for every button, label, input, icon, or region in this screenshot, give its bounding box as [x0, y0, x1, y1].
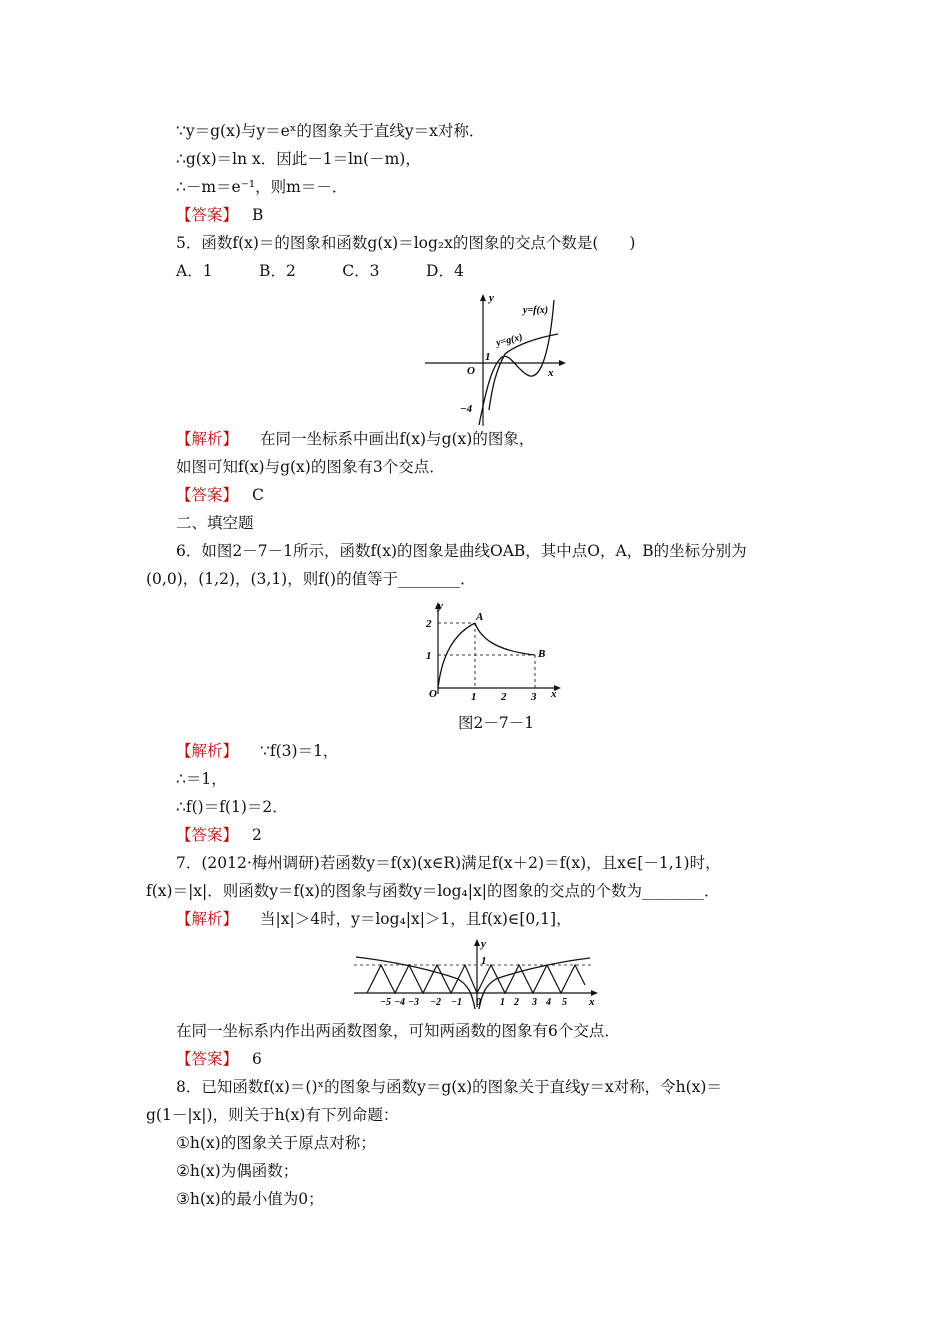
question-7: 7．(2012·梅州调研)若函数y＝f(x)(x∈R)满足f(x＋2)＝f(x)，且x∈[－1,1)时， [176, 854, 721, 872]
tick-label: 1 [426, 650, 432, 662]
analysis-tag: 【解析】 [176, 430, 239, 448]
tick-label: −1 [451, 997, 463, 1008]
proposition-3: ③h(x)的最小值为0； [176, 1190, 324, 1208]
origin-label: O [467, 365, 475, 377]
tick-label: −3 [408, 997, 420, 1008]
text-line: ∵y＝g(x)与y＝eˣ的图象关于直线y＝x对称． [176, 122, 485, 140]
question-5: 5．函数f(x)＝的图象和函数g(x)＝log₂x的图象的交点个数是( ) [176, 234, 636, 252]
answer-value: B [252, 206, 264, 224]
answer-tag: 【答案】 [176, 206, 239, 224]
tick-label: −5 [380, 997, 392, 1008]
answer-row [176, 1049, 262, 1069]
tick-label: −2 [430, 997, 442, 1008]
section-heading: 二、填空题 [176, 514, 254, 532]
tick-label: 1 [485, 351, 491, 363]
proposition-1: ①h(x)的图象关于原点对称； [176, 1134, 376, 1152]
text-line: ∴g(x)＝ln x．因此－1＝ln(－m)， [176, 150, 421, 168]
axis-label-x: x [548, 367, 554, 379]
tick-label: 1 [500, 997, 505, 1008]
tick-label: 2 [514, 997, 519, 1008]
analysis-tag: 【解析】 [176, 910, 239, 928]
point-label-b: B [538, 648, 546, 660]
question-5-options: A．1 B．2 C．3 D．4 [176, 262, 464, 280]
analysis-text: ∵f(3)＝1， [260, 742, 339, 760]
figure-caption: 图2－7－1 [458, 714, 535, 732]
answer-tag: 【答案】 [176, 1050, 239, 1068]
analysis-row [176, 429, 534, 449]
question-7-cont: f(x)＝|x|．则函数y＝f(x)的图象与函数y＝log₄|x|的图象的交点的个数为________． [146, 882, 720, 900]
analysis-text: 在同一坐标系中画出f(x)与g(x)的图象， [260, 430, 535, 448]
axis-label-y: y [489, 292, 494, 304]
answer-value: 6 [252, 1050, 262, 1068]
text-line: 在同一坐标系内作出两函数图象，可知两函数的图象有6个交点． [176, 1022, 620, 1040]
tick-label: 2 [501, 691, 507, 703]
figure-q5 [420, 290, 570, 430]
tick-label: 1 [471, 691, 477, 703]
answer-value: 2 [252, 826, 262, 844]
curve-label-g: y=g(x) [495, 331, 524, 349]
tick-label: 5 [562, 997, 567, 1008]
tick-label: 2 [426, 618, 432, 630]
question-6: 6．如图2－7－1所示，函数f(x)的图象是曲线OAB，其中点O，A，B的坐标分别为 [176, 542, 747, 560]
proposition-2: ②h(x)为偶函数； [176, 1162, 299, 1180]
question-6-cont: (0,0)，(1,2)，(3,1)，则f()的值等于________． [146, 570, 476, 588]
answer-row [176, 825, 262, 845]
axis-label-y: y [481, 938, 486, 950]
axis-label-x: x [589, 996, 595, 1008]
tick-label: 4 [546, 997, 551, 1008]
curve-label-f: y=f(x) [523, 305, 549, 316]
tick-label: −4 [460, 403, 473, 415]
analysis-text: 当|x|＞4时，y＝log₄|x|＞1，且f(x)∈[0,1]， [260, 910, 572, 928]
answer-tag: 【答案】 [176, 826, 239, 844]
tick-label: 0 [476, 997, 481, 1008]
figure-q7 [350, 935, 600, 1015]
tick-label: 1 [481, 955, 487, 967]
tick-label: 3 [531, 691, 537, 703]
text-line: ∴－m＝e⁻¹，则m＝－． [176, 178, 348, 196]
text-line: ∴＝1， [176, 770, 227, 788]
axis-label-x: x [551, 688, 557, 700]
answer-value: C [252, 486, 264, 504]
text-line: 如图可知f(x)与g(x)的图象有3个交点． [176, 458, 445, 476]
axis-label-y: y [438, 600, 443, 612]
answer-row [176, 205, 263, 225]
figure-q6 [425, 598, 565, 703]
tick-label: −4 [394, 997, 406, 1008]
answer-row [176, 485, 264, 505]
point-label-a: A [476, 611, 484, 623]
question-8: 8．已知函数f(x)＝()ˣ的图象与函数y＝g(x)的图象关于直线y＝x对称，令h(x)＝ [176, 1078, 722, 1096]
analysis-row [176, 741, 338, 761]
analysis-row [176, 909, 572, 929]
question-8-cont: g(1－|x|)，则关于h(x)有下列命题： [146, 1106, 399, 1124]
origin-label: O [429, 688, 437, 700]
analysis-tag: 【解析】 [176, 742, 239, 760]
text-line: ∴f()＝f(1)＝2． [176, 798, 288, 816]
answer-tag: 【答案】 [176, 486, 239, 504]
tick-label: 3 [532, 997, 537, 1008]
